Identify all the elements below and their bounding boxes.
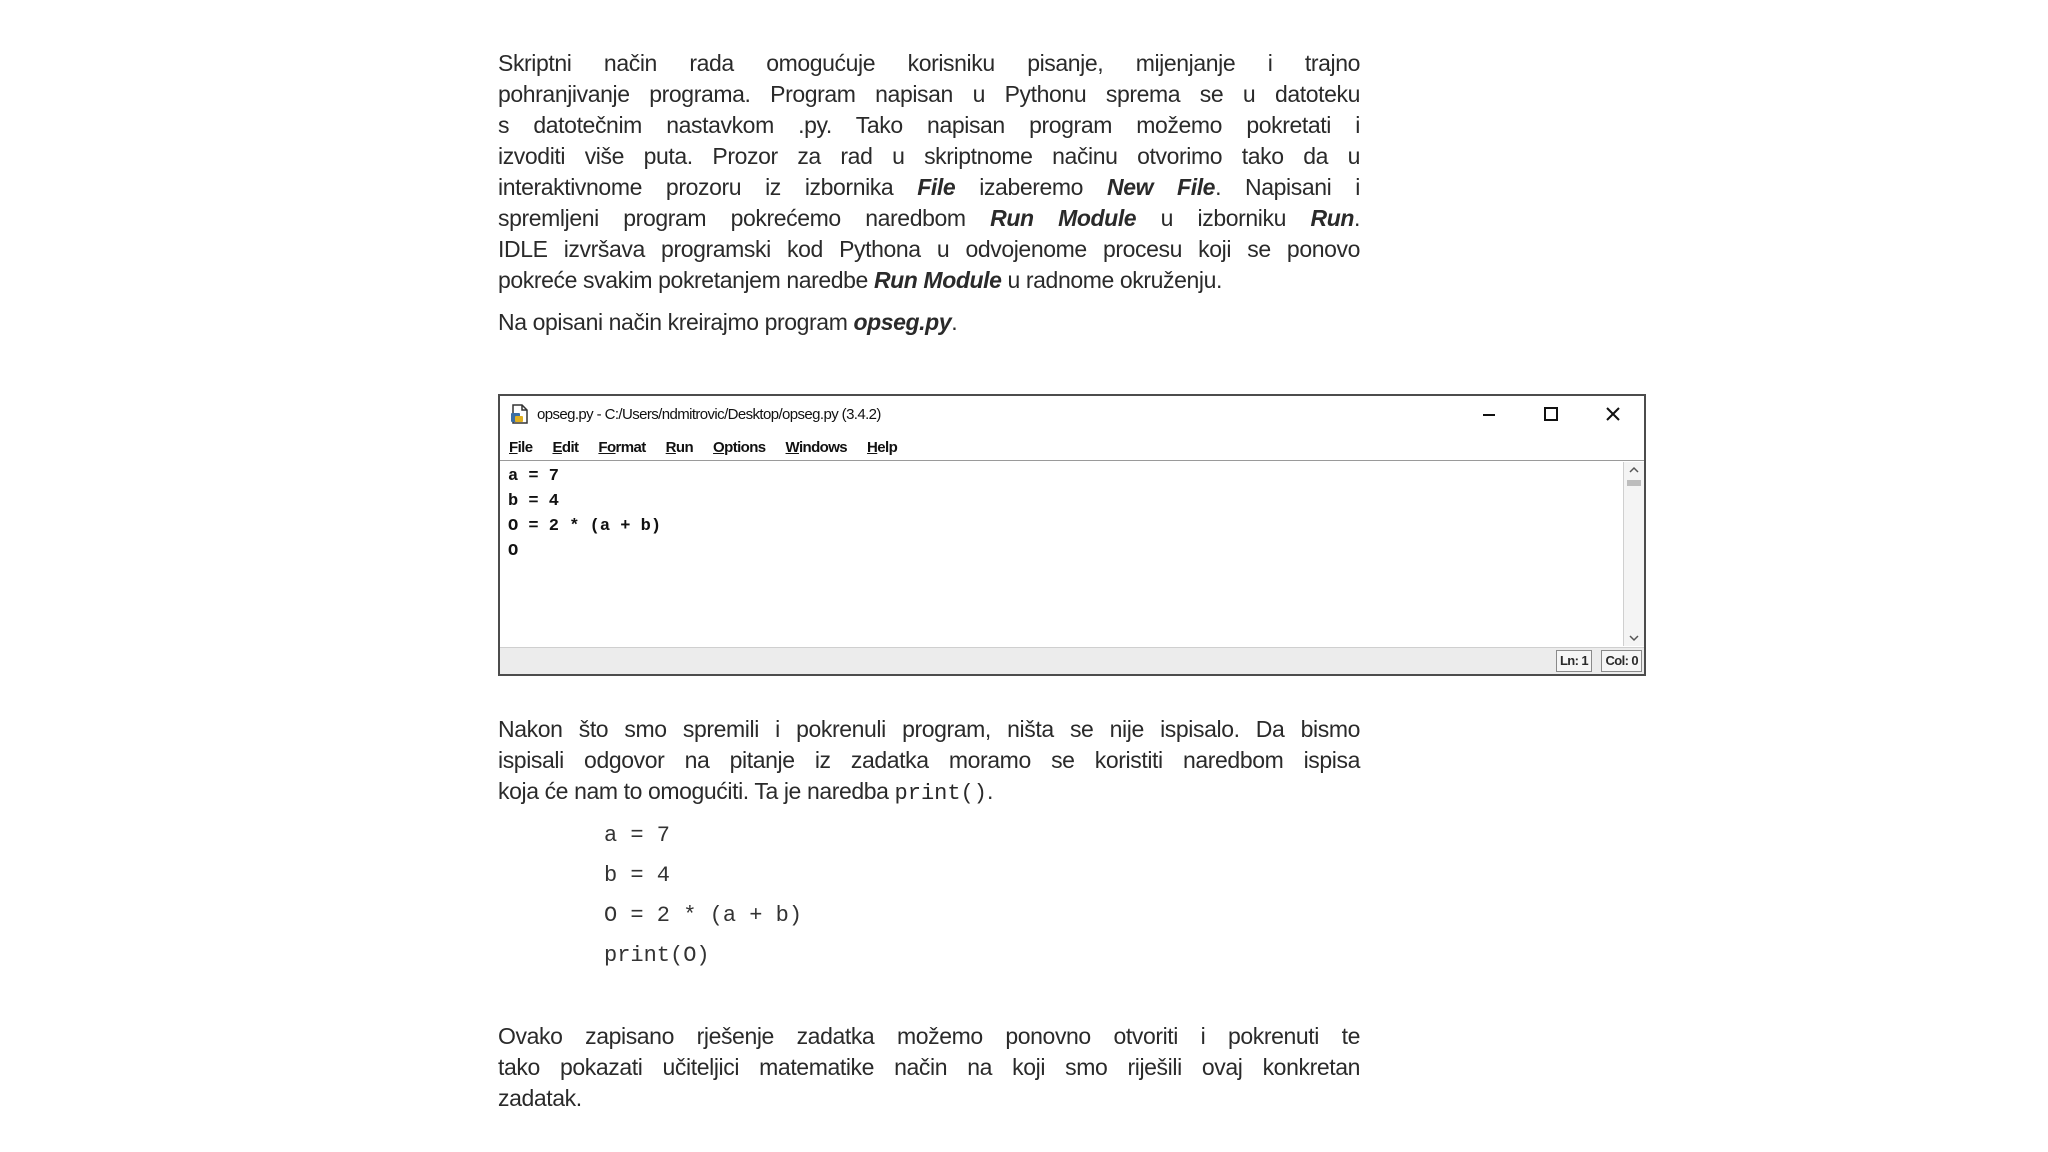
intro-paragraph <box>498 48 1360 296</box>
code-editor[interactable] <box>500 462 1622 646</box>
menu-mnemonic: H <box>867 438 878 456</box>
code-line: a = 7 <box>508 467 560 486</box>
menu-label: indows <box>798 438 848 456</box>
menu-label: un <box>675 438 694 456</box>
window-titlebar[interactable] <box>500 396 1644 432</box>
text-fragment: spremljeni program pokrećemo naredbom <box>498 205 991 231</box>
menu-label: ptions <box>724 438 766 456</box>
minimize-button[interactable] <box>1458 396 1520 432</box>
listing-line: a = 7 <box>604 823 671 848</box>
menu-format[interactable] <box>598 439 645 456</box>
menu-label: elp <box>877 438 898 456</box>
menu-mnemonic: E <box>552 438 562 456</box>
text-fragment: izaberemo <box>955 174 1107 200</box>
menu-mnemonic: W <box>785 438 799 456</box>
code-line: O = 2 * (a + b) <box>508 517 662 536</box>
text-fragment: . Napisani i <box>1215 174 1360 200</box>
text-fragment: . <box>986 778 993 804</box>
create-program-paragraph <box>498 307 1360 338</box>
text-line <box>498 203 1360 234</box>
text-fragment: koja će nam to omogućiti. Ta je naredba <box>498 778 895 804</box>
text-line: ispisali odgovor na pitanje iz zadatka moramo se koristiti naredbom ispisa <box>498 747 1360 773</box>
text-fragment: u radnome okruženju. <box>1001 267 1222 293</box>
maximize-button[interactable] <box>1520 396 1582 432</box>
menu-windows[interactable] <box>786 439 848 456</box>
scrollbar-thumb[interactable] <box>1627 480 1641 486</box>
text-line <box>498 172 1360 203</box>
text-line <box>498 307 1360 338</box>
menu-run[interactable] <box>666 439 693 456</box>
text-line: s datotečnim nastavkom .py. Tako napisan program možemo pokretati i <box>498 112 1360 138</box>
python-file-icon <box>509 403 531 425</box>
code-line: O <box>508 542 519 561</box>
text-fragment: . <box>951 309 958 335</box>
menu-bar <box>500 434 1644 461</box>
minimize-icon <box>1481 406 1497 422</box>
emphasis-file: File <box>917 174 956 200</box>
menu-file[interactable] <box>509 439 532 456</box>
text-fragment: u izborniku <box>1136 205 1311 231</box>
text-fragment: Na opisani način kreirajmo program <box>498 309 854 335</box>
window-controls <box>1458 396 1644 432</box>
text-line <box>498 265 1360 296</box>
emphasis-run-module: Run Module <box>873 267 1002 293</box>
text-fragment: pokreće svakim pokretanjem naredbe <box>498 267 874 293</box>
maximize-icon <box>1543 406 1559 422</box>
menu-help[interactable] <box>867 439 897 456</box>
emphasis-run: Run <box>1310 205 1354 231</box>
menu-mnemonic: O <box>713 438 725 456</box>
menu-label: rmat <box>615 438 646 456</box>
text-line: IDLE izvršava programski kod Pythona u odvojenome procesu koji se ponovo <box>498 236 1360 262</box>
text-line <box>498 776 1360 809</box>
close-icon <box>1605 406 1621 422</box>
emphasis-filename: opseg.py <box>853 309 952 335</box>
code-listing <box>604 816 802 976</box>
listing-line: b = 4 <box>604 863 671 888</box>
scroll-down-icon[interactable] <box>1628 632 1640 644</box>
status-column: Col: 0 <box>1601 650 1642 672</box>
text-line: zadatak. <box>498 1085 582 1111</box>
text-fragment: interaktivnome prozoru iz izbornika <box>498 174 918 200</box>
text-line: Skriptni način rada omogućuje korisniku pisanje, mijenjanje i trajno <box>498 50 1360 76</box>
text-line: pohranjivanje programa. Program napisan u Pythonu sprema se u datoteku <box>498 81 1360 107</box>
menu-label: ile <box>517 438 533 456</box>
menu-label: dit <box>561 438 579 456</box>
print-explanation-paragraph <box>498 714 1360 809</box>
emphasis-run-module: Run Module <box>990 205 1137 231</box>
text-line: izvoditi više puta. Prozor za rad u skriptnome načinu otvorimo tako da u <box>498 143 1360 169</box>
idle-editor-window <box>498 394 1646 676</box>
text-line: Ovako zapisano rješenje zadatka možemo ponovno otvoriti i pokrenuti te <box>498 1023 1360 1049</box>
vertical-scrollbar[interactable] <box>1623 462 1644 646</box>
inline-code: print() <box>894 781 987 806</box>
text-line: Nakon što smo spremili i pokrenuli program, ništa se nije ispisalo. Da bismo <box>498 716 1360 742</box>
emphasis-new-file: New File <box>1107 174 1216 200</box>
menu-mnemonic: F <box>509 438 518 456</box>
status-line: Ln: 1 <box>1556 650 1592 672</box>
text-fragment: . <box>1354 205 1360 231</box>
menu-edit[interactable] <box>552 439 578 456</box>
listing-line: print(O) <box>604 943 710 968</box>
menu-mnemonic: Fo <box>598 438 616 456</box>
close-button[interactable] <box>1582 396 1644 432</box>
conclusion-paragraph <box>498 1021 1360 1114</box>
listing-line: O = 2 * (a + b) <box>604 903 803 928</box>
text-line: tako pokazati učiteljici matematike način na koji smo riješili ovaj konkretan <box>498 1054 1360 1080</box>
window-title: opseg.py - C:/Users/ndmitrovic/Desktop/opseg.py (3.4.2) <box>537 405 881 423</box>
code-line: b = 4 <box>508 492 560 511</box>
menu-options[interactable] <box>713 439 765 456</box>
scroll-up-icon[interactable] <box>1628 464 1640 476</box>
status-bar <box>500 647 1644 674</box>
menu-mnemonic: R <box>665 438 676 456</box>
